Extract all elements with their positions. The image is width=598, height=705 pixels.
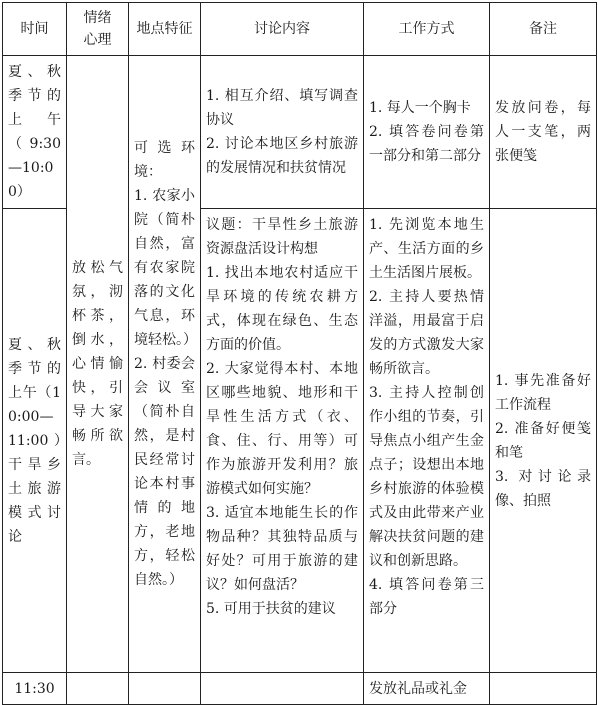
- time-cell-1: 夏、秋季节的上午（9:30—10:00）: [3, 56, 67, 209]
- time-cell-3: 11:30: [3, 673, 67, 705]
- header-content: 讨论内容: [201, 3, 364, 56]
- header-time: 时间: [3, 3, 67, 56]
- method-cell-3: 发放礼品或礼金: [364, 673, 490, 705]
- remark-line: 1. 事先准备好工作流程: [495, 372, 591, 413]
- table-row: [3, 673, 597, 705]
- place-line: 1. 农家小院（简朴自然，富有农家院落的文化气息，环境轻松。）: [134, 188, 197, 348]
- remark-line: 3. 对讨论录像、拍照: [495, 468, 591, 509]
- method-line: 2. 主持人要热情洋溢，用最富于启发的方式激发大家畅所欲言。: [369, 289, 484, 377]
- empty-cell: [67, 673, 129, 705]
- empty-cell: [129, 673, 201, 705]
- remark-line: 2. 准备好便笺和笔: [495, 420, 591, 461]
- place-line: 2. 村委会会议室（简朴自然，是村民经常讨论本村事情的地方，老地方，轻松自然。）: [134, 356, 195, 588]
- content-line: 1. 相互介绍、填写调查协议: [206, 88, 358, 128]
- header-row: [3, 3, 597, 56]
- content-line: 3. 适宜本地能生长的作物品种？其独特品质与好处？可用于旅游的建议？如何盘活？: [206, 505, 358, 593]
- remark-cell-1: 发放问卷，每人一支笔，两张便笺: [490, 56, 597, 209]
- method-line: 2. 填答卷问卷第一部分和第二部分: [369, 124, 484, 164]
- content-line: 2. 大家觉得本村、本地区哪些地貌、地形和干旱性生活方式（衣、食、住、行、用等）可作为旅游开发利用？旅游模式如何实施？: [206, 361, 358, 497]
- header-place: 地点特征: [129, 3, 201, 56]
- method-cell-1: [364, 56, 490, 209]
- content-cell-1: [201, 56, 364, 209]
- place-line: 可选环境：: [134, 140, 195, 180]
- empty-cell: [490, 673, 597, 705]
- method-line: 4. 填答问卷第三部分: [369, 577, 484, 617]
- content-line: 2. 讨论本地区乡村旅游的发展情况和扶贫情况: [206, 136, 358, 176]
- empty-cell: [201, 673, 364, 705]
- table-row: [3, 56, 597, 209]
- place-cell: [129, 56, 201, 673]
- method-cell-2: [364, 209, 490, 673]
- header-remark: 备注: [490, 3, 597, 56]
- remark-cell-2: [490, 209, 597, 673]
- content-line: 5. 可用于扶贫的建议: [206, 601, 336, 617]
- method-line: 1. 先浏览本地生产、生活方面的乡土生活图片展板。: [369, 217, 484, 281]
- content-line: 议题：干旱性乡土旅游资源盘活设计构想: [206, 217, 358, 257]
- content-cell-2: [201, 209, 364, 673]
- method-line: 1. 每人一个胸卡: [369, 100, 471, 116]
- header-method: 工作方式: [364, 3, 490, 56]
- content-line: 1. 找出本地农村适应干旱环境的传统农耕方式，体现在绿色、生态方面的价值。: [206, 265, 358, 353]
- time-cell-2: 夏、秋季节的上午（10:00—11:00）干旱乡土旅游模式讨论: [3, 209, 67, 673]
- method-line: 3. 主持人控制创作小组的节奏，引导焦点小组产生金点子；设想出本地乡村旅游的体验模式及由此带来产业解决扶贫问题的建议和创新思路。: [369, 385, 484, 569]
- header-mood: 情绪 心理: [67, 3, 129, 56]
- schedule-table: [2, 2, 597, 705]
- mood-cell: 放松气氛，沏杯茶，倒水，心情愉快，引导大家畅所欲言。: [67, 56, 129, 673]
